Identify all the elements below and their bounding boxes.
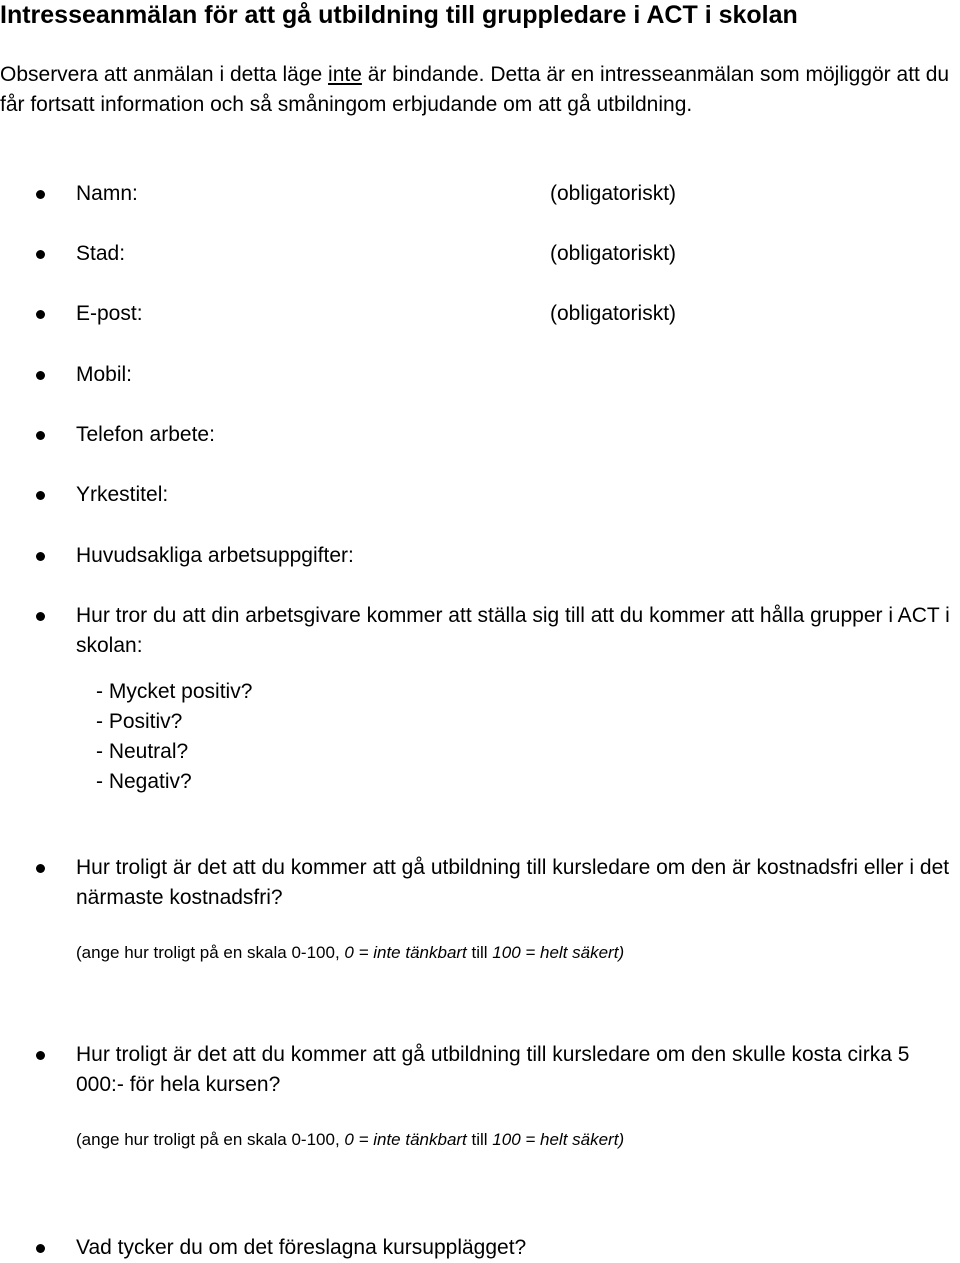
- bullet-icon: [36, 864, 45, 873]
- scale-hint: [76, 942, 624, 964]
- field-label-job-title: Yrkestitel:: [76, 483, 169, 506]
- scale-hint: [76, 1129, 624, 1151]
- scale-hint-hundred: 100 = helt säkert): [492, 943, 625, 962]
- bullet-icon: [36, 250, 45, 259]
- option-negative: - Negativ?: [96, 770, 192, 793]
- option-neutral: - Neutral?: [96, 740, 189, 763]
- bullet-icon: [36, 310, 45, 319]
- bullet-icon: [36, 552, 45, 561]
- field-label-mobile: Mobil:: [76, 363, 133, 386]
- scale-hint-mid: till: [466, 1130, 493, 1149]
- scale-hint-prefix: (ange hur troligt på en skala 0-100,: [76, 1130, 345, 1149]
- intro-text-1: Observera att anmälan i detta läge: [0, 63, 329, 86]
- bullet-icon: [36, 1244, 45, 1253]
- question-course-opinion: Vad tycker du om det föreslagna kursupplägget?: [76, 1236, 527, 1259]
- question-free-course: Hur troligt är det att du kommer att gå utbildning till kursledare om den är kostnadsfri eller i det närmaste kostnadsfri?: [76, 856, 950, 909]
- bullet-icon: [36, 491, 45, 500]
- bullet-icon: [36, 612, 45, 621]
- required-note-name: (obligatoriskt): [550, 182, 677, 205]
- option-very-positive: - Mycket positiv?: [96, 680, 253, 703]
- question-paid-course: Hur troligt är det att du kommer att gå utbildning till kursledare om den skulle kosta cirka 5 000:- för hela kursen?: [76, 1043, 910, 1096]
- option-positive: - Positiv?: [96, 710, 183, 733]
- page-title: Intresseanmälan för att gå utbildning till gruppledare i ACT i skolan: [0, 1, 798, 29]
- bullet-icon: [36, 1051, 45, 1060]
- scale-hint-zero: 0 = inte tänkbart: [344, 1130, 467, 1149]
- scale-hint-hundred: 100 = helt säkert): [492, 1130, 625, 1149]
- bullet-icon: [36, 371, 45, 380]
- intro-paragraph: [0, 60, 958, 119]
- intro-text-2: är bindande. Detta är en intresseanmälan som möjliggör att du får fortsatt information och så småningom erbjudande om att gå utbildning.: [0, 63, 950, 116]
- required-note-city: (obligatoriskt): [550, 242, 677, 265]
- employer-question: Hur tror du att din arbetsgivare kommer att ställa sig till att du kommer att hålla grupper i ACT i skolan:: [76, 604, 950, 657]
- field-label-city: Stad:: [76, 242, 126, 265]
- field-label-work-phone: Telefon arbete:: [76, 423, 215, 446]
- scale-hint-mid: till: [466, 943, 493, 962]
- scale-hint-prefix: (ange hur troligt på en skala 0-100,: [76, 943, 345, 962]
- intro-underlined-word: inte: [328, 63, 362, 86]
- required-note-email: (obligatoriskt): [550, 302, 677, 325]
- field-label-main-duties: Huvudsakliga arbetsuppgifter:: [76, 544, 354, 567]
- field-label-email: E-post:: [76, 302, 143, 325]
- scale-hint-zero: 0 = inte tänkbart: [344, 943, 467, 962]
- bullet-icon: [36, 190, 45, 199]
- field-label-name: Namn:: [76, 182, 138, 205]
- bullet-icon: [36, 431, 45, 440]
